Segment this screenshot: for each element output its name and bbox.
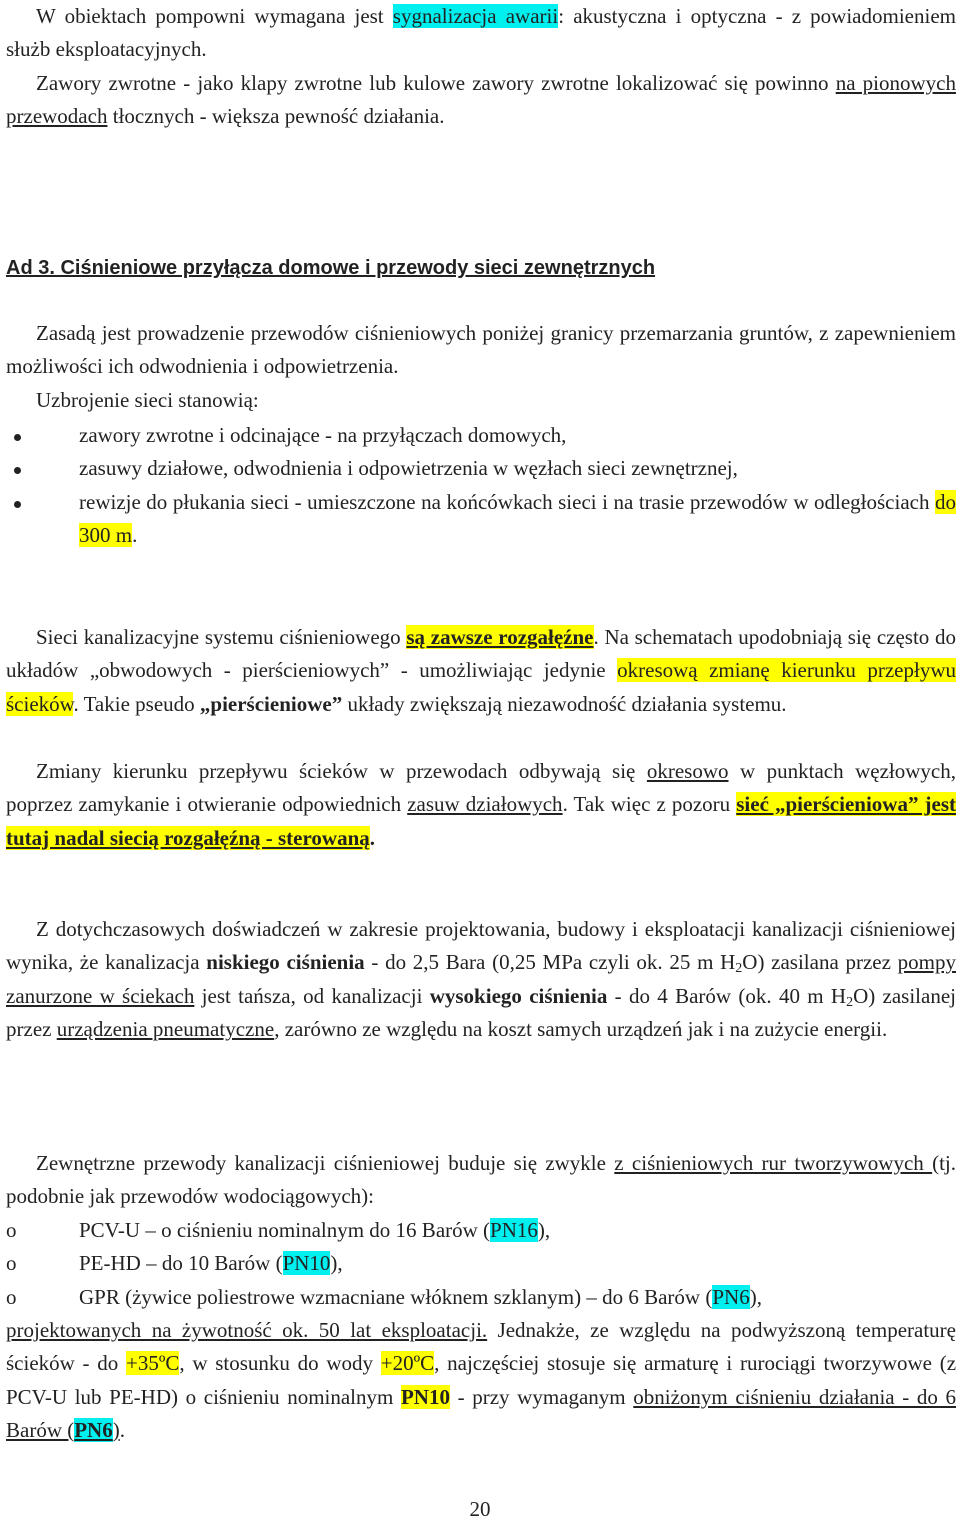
text-run: Z dotychczasowych doświadczeń w zakresie projektowania, budowy i eksploatacji kanalizacji ciśnieniowej wynika, że kanalizacja (6, 917, 956, 975)
subscript: 2 (735, 961, 743, 977)
text-run: . (132, 522, 138, 547)
text-run: - do 2,5 Bara (0,25 MPa czyli ok. 25 m H (364, 950, 736, 975)
circle-bullet-icon: o (6, 1251, 17, 1276)
bold-low-pressure: niskiego ciśnienia (206, 950, 365, 975)
text-run: Zawory zwrotne - jako klapy zwrotne lub kulowe zawory zwrotne lokalizować się powinno (36, 71, 836, 95)
text-run: Zmiany kierunku przepływu ścieków w przewodach odbywają się (36, 759, 647, 783)
text-run: O) zasilanej przez (6, 983, 956, 1041)
highlight-water-temperature: +20ºC (380, 1351, 435, 1376)
list-item (0, 1214, 956, 1247)
bullet-item (0, 419, 956, 452)
paragraph-check-valves (6, 67, 956, 134)
highlight-pn6: PN6 (712, 1284, 750, 1309)
bullet-text: zasuwy działowe, odwodnienia i odpowietrzenia w węzłach sieci zewnętrznej, (79, 456, 738, 481)
highlight-distance: do 300 m (79, 489, 956, 547)
equipment-bullet-list (0, 419, 956, 552)
paragraph-flow-changes (6, 755, 956, 855)
circle-bullet-icon: o (6, 1218, 17, 1242)
highlight-pn10-bold: PN10 (400, 1384, 450, 1409)
section-heading: Ad 3. Ciśnieniowe przyłącza domowe i przewody sieci zewnętrznych (6, 257, 656, 279)
text-run: Sieci kanalizacyjne systemu ciśnieniowego (36, 625, 407, 649)
highlight-pn10: PN10 (282, 1251, 331, 1276)
text-run: - przy wymaganym (449, 1384, 634, 1409)
underlined-text: ) (112, 1417, 120, 1442)
text-run: , w stosunku do wody (179, 1351, 381, 1376)
paragraph-alarm-signaling (6, 0, 956, 67)
text-run: ), (537, 1218, 551, 1242)
text-run: układy zwiększają niezawodność działania systemu. (342, 691, 787, 716)
paragraph-lifetime (6, 1314, 956, 1447)
highlight-periodic-change: okresową zmianę kierunku przepływu ścieków (6, 658, 956, 716)
highlight-pn16: PN16 (490, 1218, 538, 1242)
underlined-lifetime: projektowanych na żywotność ok. 50 lat eksploatacji. (6, 1318, 488, 1342)
text-run: : akustyczna i optyczna - z powiadomieniem służb eksploatacyjnych. (6, 4, 956, 62)
paragraph-external-pipes (6, 1147, 956, 1214)
bullet-icon (14, 434, 21, 441)
paragraph-principle: Zasadą jest prowadzenie przewodów ciśnieniowych poniżej granicy przemarzania gruntów, z zapewnieniem możliwości ich odwodnienia i odpowietrzenia. (6, 321, 956, 379)
text-run: jest tańsza, od kanalizacji (194, 983, 430, 1008)
bullet-item (0, 452, 956, 485)
pipe-material-list (0, 1214, 956, 1314)
text-run: . Tak więc z pozoru (562, 792, 737, 817)
text-run: PCV-U – o ciśnieniu nominalnym do 16 Barów ( (79, 1218, 491, 1242)
text-run: (tj. podobnie jak przewodów wodociągowych): (6, 1151, 957, 1209)
underlined-submersible-pumps: pompy zanurzone w ściekach (6, 950, 956, 1008)
text-run: Zewnętrzne przewody kanalizacji ciśnieniowej buduje się zwykle (36, 1151, 615, 1175)
bullet-text: zawory zwrotne i odcinające - na przyłączach domowych, (79, 423, 567, 447)
bold-ring: „pierścieniowe” (199, 691, 343, 716)
bold-high-pressure: wysokiego ciśnienia (429, 983, 608, 1008)
underlined-reduced-pressure: obniżonym ciśnieniu działania - do 6 Barów ( (6, 1384, 956, 1442)
bullet-icon (14, 467, 21, 474)
text-run: Jednakże, ze względu na podwyższoną temperaturę ścieków - do (6, 1318, 956, 1376)
text-run: . Takie pseudo (73, 691, 200, 716)
list-item (0, 1247, 956, 1280)
text-run: ), (749, 1284, 762, 1309)
page-number: 20 (469, 1497, 491, 1521)
text-run: . (369, 825, 376, 850)
bullet-item (0, 486, 956, 553)
paragraph-experience (6, 913, 956, 1046)
bullet-text: rewizje do płukania sieci - umieszczone na końcówkach sieci i na trasie przewodów w odległościach (79, 489, 935, 514)
underlined-periodically: okresowo (646, 759, 729, 783)
text-run: . Na schematach upodobniają się często do układów „obwodowych - pierścieniowych” - umożliwiając jedynie (6, 625, 957, 683)
text-run: , zarówno ze względu na koszt samych urządzeń jak i na zużycie energii. (274, 1016, 888, 1041)
circle-bullet-icon: o (6, 1284, 17, 1309)
highlight-wastewater-temperature: +35ºC (126, 1351, 180, 1376)
highlight-always-branched: są zawsze rozgałęźne (406, 625, 594, 649)
highlight-pn6-bold: PN6 (74, 1417, 113, 1442)
paragraph-branched-networks (6, 621, 956, 721)
underlined-pneumatic-devices: urządzenia pneumatyczne (56, 1016, 275, 1041)
underlined-vertical-pipes: na pionowych przewodach (6, 71, 956, 129)
text-run: . (119, 1417, 125, 1442)
text-run: W obiektach pompowni wymagana jest (36, 4, 393, 28)
highlight-controlled-network: sieć „pierścieniowa” jest tutaj nadal siecią rozgałęźną - sterowaną (6, 792, 957, 850)
list-item (0, 1281, 956, 1314)
paragraph-equipment-intro: Uzbrojenie sieci stanowią: (36, 388, 259, 412)
text-run: GPR (żywice poliestrowe wzmacniane włóknem szklanym) – do 6 Barów ( (79, 1284, 713, 1309)
text-run: tłocznych - większa pewność działania. (107, 104, 445, 129)
text-run: ), (330, 1251, 343, 1276)
text-run: - do 4 Barów (ok. 40 m H (607, 983, 847, 1008)
subscript: 2 (846, 994, 854, 1010)
text-run: O) zasilana przez (742, 950, 898, 975)
text-run: PE-HD – do 10 Barów ( (79, 1251, 283, 1276)
underlined-plastic-pipes: z ciśnieniowych rur tworzywowych (614, 1151, 933, 1175)
underlined-section-valves: zasuw działowych (407, 792, 563, 817)
bullet-icon (14, 501, 21, 508)
highlight-alarm-signaling: sygnalizacja awarii (392, 4, 559, 28)
text-run: w punktach węzłowych, poprzez zamykanie i otwieranie odpowiednich (6, 759, 956, 817)
text-run: , najczęściej stosuje się armaturę i rurociągi tworzywowe (z PCV-U lub PE-HD) o ciśnieniu nominalnym (6, 1351, 957, 1409)
